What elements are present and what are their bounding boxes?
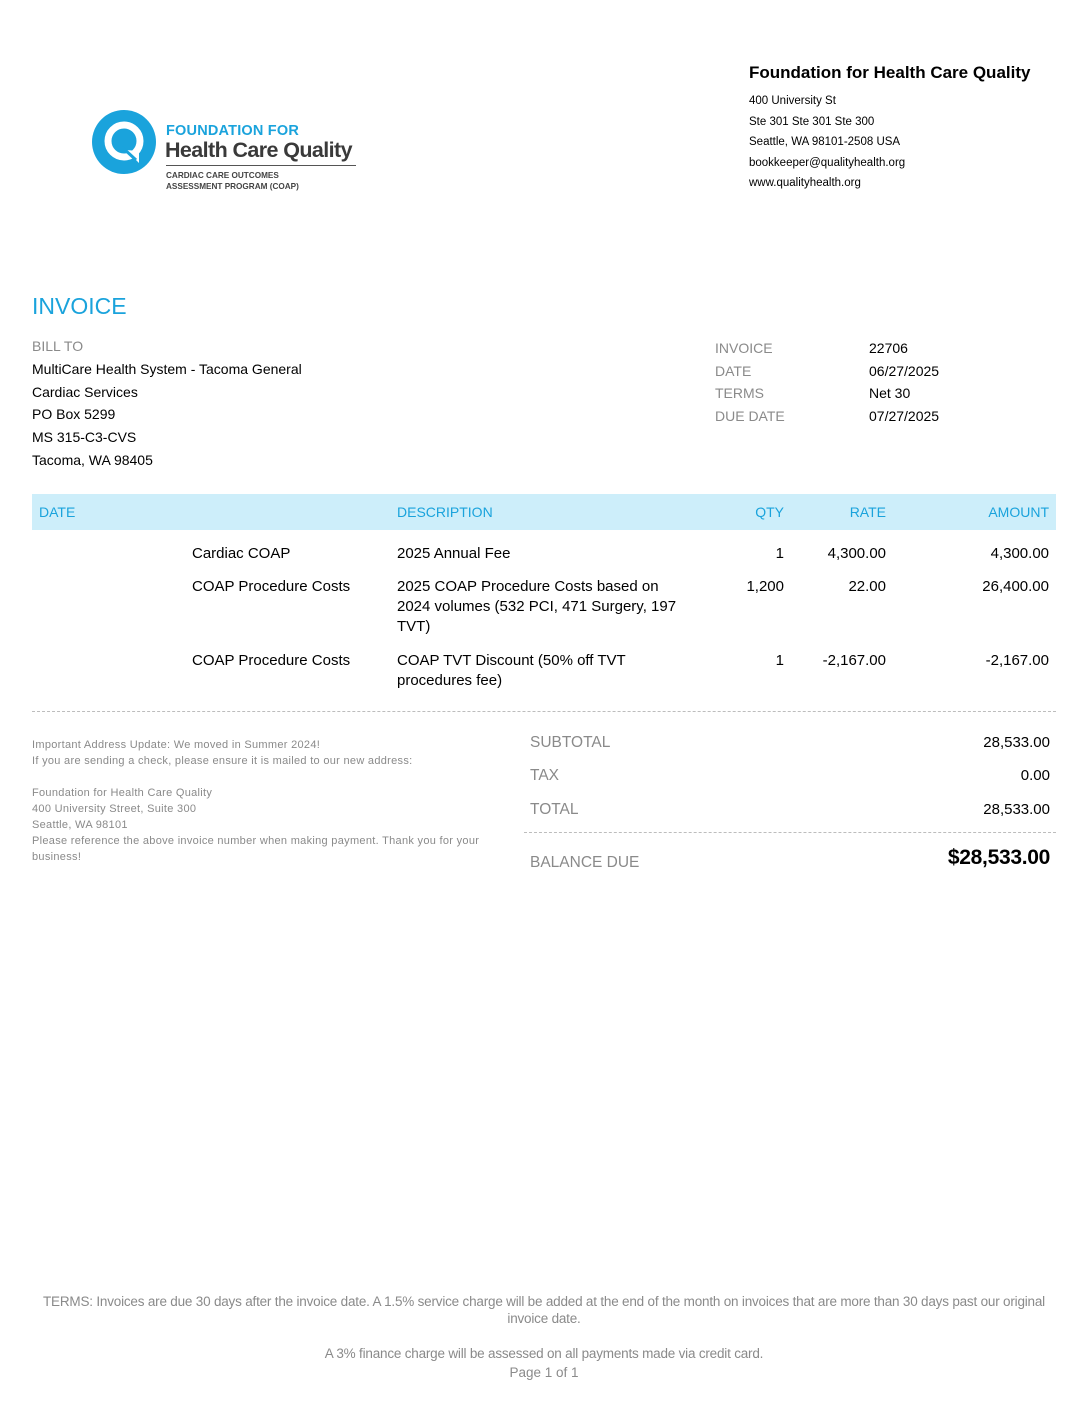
company-address-block	[749, 63, 1030, 191]
company-name: Foundation for Health Care Quality	[749, 63, 1031, 82]
bill-to-label: BILL TO	[32, 338, 84, 354]
balance-due-value: $28,533.00	[947, 846, 1050, 869]
meta-row-date	[715, 360, 1015, 383]
invoice-date-value: 06/27/2025	[869, 362, 940, 379]
terms-label: TERMS	[715, 385, 764, 402]
due-date-label: DUE DATE	[715, 407, 785, 424]
note-line: Important Address Update: We moved in Summer 2024!	[32, 739, 321, 751]
invoice-meta	[715, 337, 1015, 427]
row-item: COAP Procedure Costs	[192, 652, 351, 669]
meta-row-invoice	[715, 337, 1015, 360]
logo-tagline	[166, 171, 299, 192]
row-rate: 4,300.00	[827, 545, 886, 562]
header-qty: QTY	[755, 504, 784, 520]
bill-to-block	[32, 337, 302, 472]
logo-rule	[166, 165, 356, 166]
logo-line-1: FOUNDATION FOR	[166, 123, 300, 139]
tax-label: TAX	[530, 767, 559, 784]
note-line: Please reference the above invoice number when making payment. Thank you for your business!	[32, 835, 480, 863]
header-amount: AMOUNT	[988, 504, 1049, 520]
note-line: If you are sending a check, please ensure it is mailed to our new address:	[32, 755, 413, 767]
company-address-1: 400 University St	[749, 95, 836, 107]
line-items-header	[32, 494, 1056, 530]
company-city-line: Seattle, WA 98101-2508 USA	[749, 136, 901, 149]
subtotal-label: SUBTOTAL	[530, 734, 611, 751]
row-amount: -2,167.00	[985, 652, 1049, 669]
logo-line-2: Health Care Quality	[165, 138, 352, 162]
note-line: 400 University Street, Suite 300	[32, 803, 197, 815]
quality-q-icon	[92, 110, 158, 176]
row-qty: 1	[775, 545, 784, 562]
bill-to-line: PO Box 5299	[32, 406, 116, 423]
header-rate: RATE	[849, 504, 886, 520]
bill-to-line: Tacoma, WA 98405	[32, 451, 153, 468]
bill-to-line: MultiCare Health System - Tacoma General	[32, 361, 302, 377]
invoice-number-value: 22706	[869, 340, 908, 357]
terms-value: Net 30	[869, 385, 911, 402]
total-value: 28,533.00	[983, 801, 1050, 818]
row-amount: 26,400.00	[982, 578, 1049, 595]
note-line: Seattle, WA 98101	[32, 819, 128, 831]
row-description: 2025 Annual Fee	[397, 545, 511, 562]
totals-divider	[524, 832, 1056, 833]
tax-value: 0.00	[1020, 767, 1050, 784]
footer-finance-charge: A 3% finance charge will be assessed on all payments made via credit card.	[324, 1346, 764, 1361]
table-divider	[32, 711, 1056, 712]
row-description: 2025 COAP Procedure Costs based on 2024 volumes (532 PCI, 471 Surgery, 197 TVT)	[397, 578, 677, 635]
row-item: COAP Procedure Costs	[192, 578, 351, 595]
invoice-number-label: INVOICE	[715, 340, 773, 357]
row-qty: 1,200	[746, 578, 784, 595]
row-rate: 22.00	[848, 578, 886, 595]
row-rate: -2,167.00	[822, 652, 886, 669]
bill-to-line: Cardiac Services	[32, 383, 138, 400]
company-address-2: Ste 301 Ste 301 Ste 300	[749, 115, 875, 128]
total-label: TOTAL	[530, 801, 579, 818]
meta-row-due	[715, 405, 1015, 428]
due-date-value: 07/27/2025	[869, 407, 940, 424]
company-email-link[interactable]: bookkeeper@qualityhealth.org	[749, 156, 906, 169]
invoice-title: INVOICE	[32, 293, 127, 319]
logo-tagline-2: ASSESSMENT PROGRAM (COAP)	[166, 181, 299, 191]
meta-row-terms	[715, 382, 1015, 405]
subtotal-value: 28,533.00	[983, 734, 1050, 751]
address-update-note	[32, 737, 492, 865]
row-description: COAP TVT Discount (50% off TVT procedures fee)	[397, 652, 626, 689]
note-spacer	[32, 769, 492, 785]
note-line: Foundation for Health Care Quality	[32, 787, 213, 799]
company-logo	[92, 110, 362, 194]
header-date: DATE	[39, 504, 76, 520]
row-amount: 4,300.00	[990, 545, 1049, 562]
logo-tagline-1: CARDIAC CARE OUTCOMES	[166, 171, 279, 180]
invoice-date-label: DATE	[715, 362, 752, 379]
header-description: DESCRIPTION	[397, 504, 493, 520]
row-item: Cardiac COAP	[192, 545, 291, 562]
balance-due-label: BALANCE DUE	[530, 854, 640, 871]
bill-to-line: MS 315-C3-CVS	[32, 429, 137, 446]
row-qty: 1	[775, 652, 784, 669]
footer-terms: TERMS: Invoices are due 30 days after the invoice date. A 1.5% service charge will be added at the end of the month on invoices that are more than 30 days past our original invoice date.	[43, 1294, 1045, 1326]
company-website-link[interactable]: www.qualityhealth.org	[749, 177, 861, 190]
page-number: Page 1 of 1	[509, 1365, 579, 1380]
